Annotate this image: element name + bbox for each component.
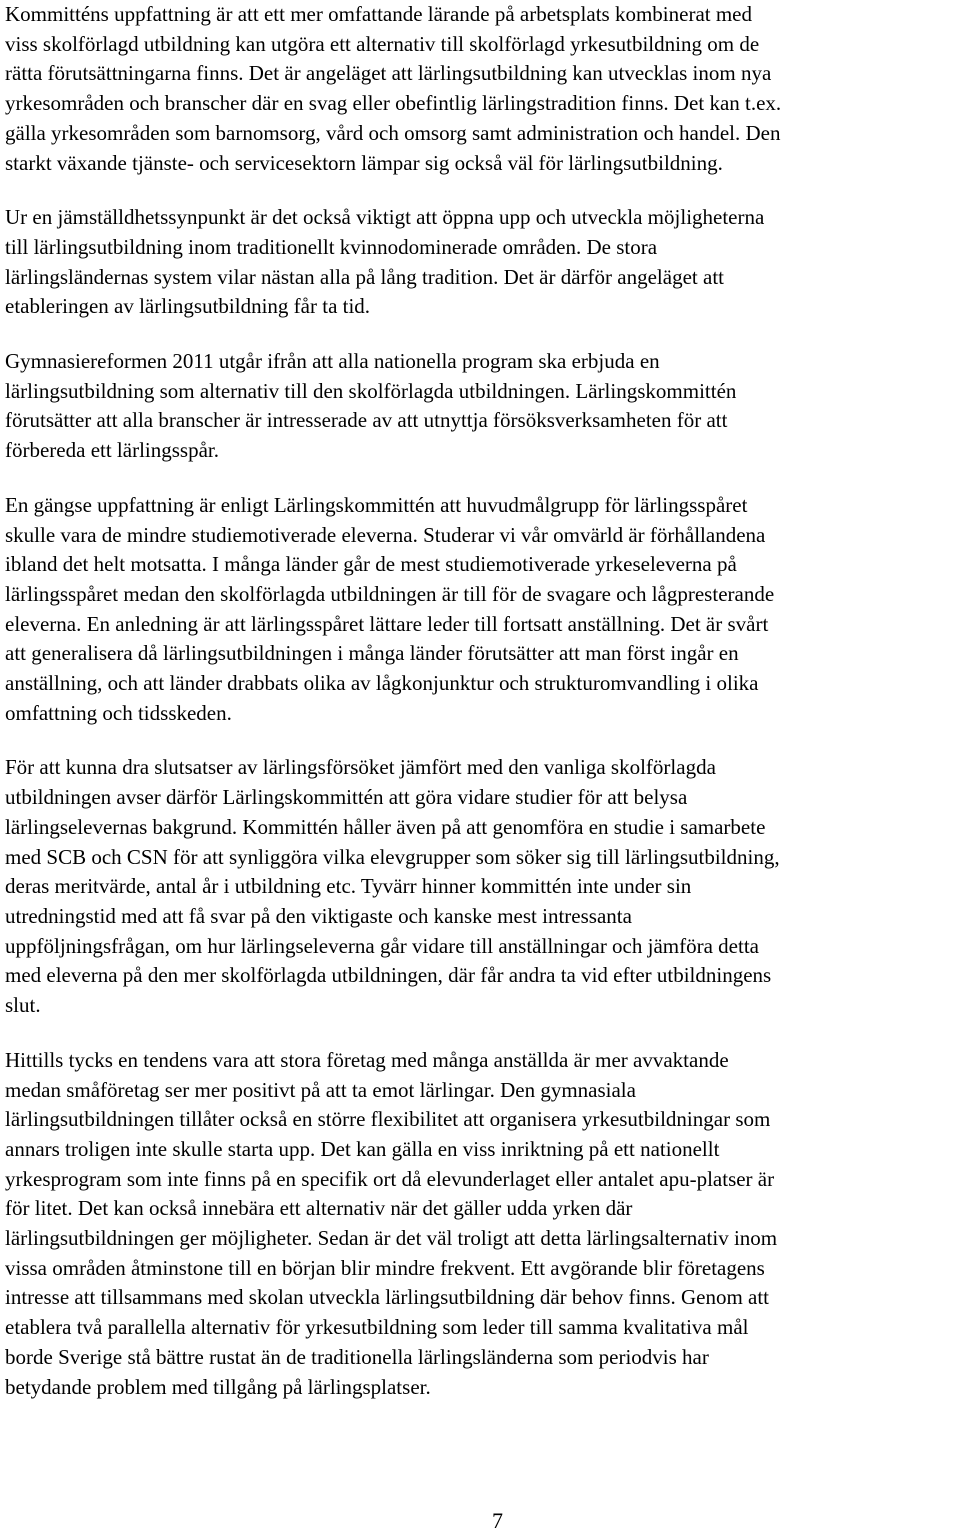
text-line: betydande problem med tillgång på lärlingsplatser. — [5, 1374, 431, 1399]
text-line: eleverna. En anledning är att lärlingsspåret lättare leder till fortsatt anställning. Det är svårt — [5, 611, 769, 636]
text-line: intresse att tillsammans med skolan utveckla lärlingsutbildning där behov finns. Genom att — [5, 1285, 770, 1310]
page-number: 7 — [492, 1508, 503, 1533]
text-line: med SCB och CSN för att synliggöra vilka elevgrupper som söker sig till lärlingsutbildning, — [5, 844, 780, 869]
text-line: medan småföretag ser mer positivt på att ta emot lärlingar. Den gymnasiala — [5, 1077, 636, 1102]
text-line: lärlingsutbildning som alternativ till den skolförlagda utbildningen. Lärlingskommittén — [5, 378, 737, 403]
text-line: Hittills tycks en tendens vara att stora företag med många anställda är mer avvaktande — [5, 1047, 729, 1072]
text-line: att generalisera då lärlingsutbildningen i många länder förutsätter att man först ingår en — [5, 641, 739, 666]
text-line: viss skolförlagd utbildning kan utgöra ett alternativ till skolförlagd yrkesutbildning om de — [5, 31, 760, 56]
document-page — [5, 0, 955, 1427]
text-line: för litet. Det kan också innebära ett alternativ när det gäller udda yrken där — [5, 1196, 633, 1221]
paragraph — [5, 347, 955, 466]
text-line: rätta förutsättningarna finns. Det är angeläget att lärlingsutbildning kan utvecklas inom nya — [5, 61, 772, 86]
text-line: utredningstid med att få svar på den viktigaste och kanske mest intressanta — [5, 903, 632, 928]
text-line: Kommitténs uppfattning är att ett mer omfattande lärande på arbetsplats kombinerat med — [5, 2, 753, 26]
paragraph — [5, 753, 955, 1020]
text-line: deras meritvärde, antal år i utbildning etc. Tyvärr hinner kommittén inte under sin — [5, 874, 692, 899]
text-line: starkt växande tjänste- och servicesektorn lämpar sig också väl för lärlingsutbildning. — [5, 150, 723, 175]
text-line: annars troligen inte skulle starta upp. Det kan gälla en viss inriktning på ett nationellt — [5, 1136, 720, 1161]
text-line: vissa områden åtminstone till en början blir mindre frekvent. Ett avgörande blir företagens — [5, 1255, 765, 1280]
text-line: omfattning och tidsskeden. — [5, 700, 232, 725]
text-line: gälla yrkesområden som barnomsorg, vård och omsorg samt administration och handel. Den — [5, 120, 781, 145]
text-line: förutsätter att alla branscher är intresserade av att utnyttja försöksverksamheten för att — [5, 408, 728, 433]
text-line: yrkesområden och branscher där en svag eller obefintlig lärlingstradition finns. Det kan t.ex. — [5, 91, 782, 116]
text-line: För att kunna dra slutsatser av lärlingsförsöket jämfört med den vanliga skolförlagda — [5, 755, 716, 780]
text-line: utbildningen avser därför Lärlingskommittén att göra vidare studier för att belysa — [5, 785, 688, 810]
text-line: med eleverna på den mer skolförlagda utbildningen, där får andra ta vid efter utbildningens — [5, 963, 772, 988]
text-line: lärlingsutbildningen tillåter också en större flexibilitet att organisera yrkesutbildningar som — [5, 1107, 771, 1132]
text-line: uppföljningsfrågan, om hur lärlingseleverna går vidare till anställningar och jämföra detta — [5, 933, 759, 958]
text-line: yrkesprogram som inte finns på en specifik ort då elevunderlaget eller antalet apu-platser är — [5, 1166, 775, 1191]
text-line: Ur en jämställdhetssynpunkt är det också viktigt att öppna upp och utveckla möjligheterna — [5, 205, 765, 230]
paragraph — [5, 1046, 955, 1402]
text-line: Gymnasiereformen 2011 utgår ifrån att alla nationella program ska erbjuda en — [5, 349, 660, 374]
text-line: etablera två parallella alternativ för yrkesutbildning som leder till samma kvalitativa mål — [5, 1315, 749, 1340]
text-line: slut. — [5, 993, 41, 1018]
text-line: ibland det helt motsatta. I många länder går de mest studiemotiverade yrkeseleverna på — [5, 552, 737, 577]
paragraph — [5, 491, 955, 729]
text-line: etableringen av lärlingsutbildning får ta tid. — [5, 294, 371, 319]
text-line: lärlingsutbildningen ger möjligheter. Sedan är det väl troligt att detta lärlingsalternativ inom — [5, 1226, 778, 1251]
text-line: lärlingsländernas system vilar nästan alla på lång tradition. Det är därför angeläget att — [5, 264, 724, 289]
text-line: lärlingsspåret medan den skolförlagda utbildningen är till för de svagare och lågpresterande — [5, 581, 775, 606]
text-line: skulle vara de mindre studiemotiverade eleverna. Studerar vi vår omvärld är förhållandena — [5, 522, 766, 547]
text-line: En gängse uppfattning är enligt Lärlingskommittén att huvudmålgrupp för lärlingsspåret — [5, 492, 748, 517]
text-line: anställning, och att länder drabbats olika av lågkonjunktur och strukturomvandling i olika — [5, 671, 759, 696]
text-line: förbereda ett lärlingsspår. — [5, 438, 219, 463]
body-text — [5, 0, 955, 1402]
paragraph — [5, 203, 955, 322]
text-line: till lärlingsutbildning inom traditionellt kvinnodominerade områden. De stora — [5, 234, 658, 259]
paragraph — [5, 0, 955, 178]
text-line: lärlingselevernas bakgrund. Kommittén håller även på att genomföra en studie i samarbete — [5, 814, 766, 839]
text-line: borde Sverige stå bättre rustat än de traditionella lärlingsländerna som periodvis har — [5, 1344, 709, 1369]
